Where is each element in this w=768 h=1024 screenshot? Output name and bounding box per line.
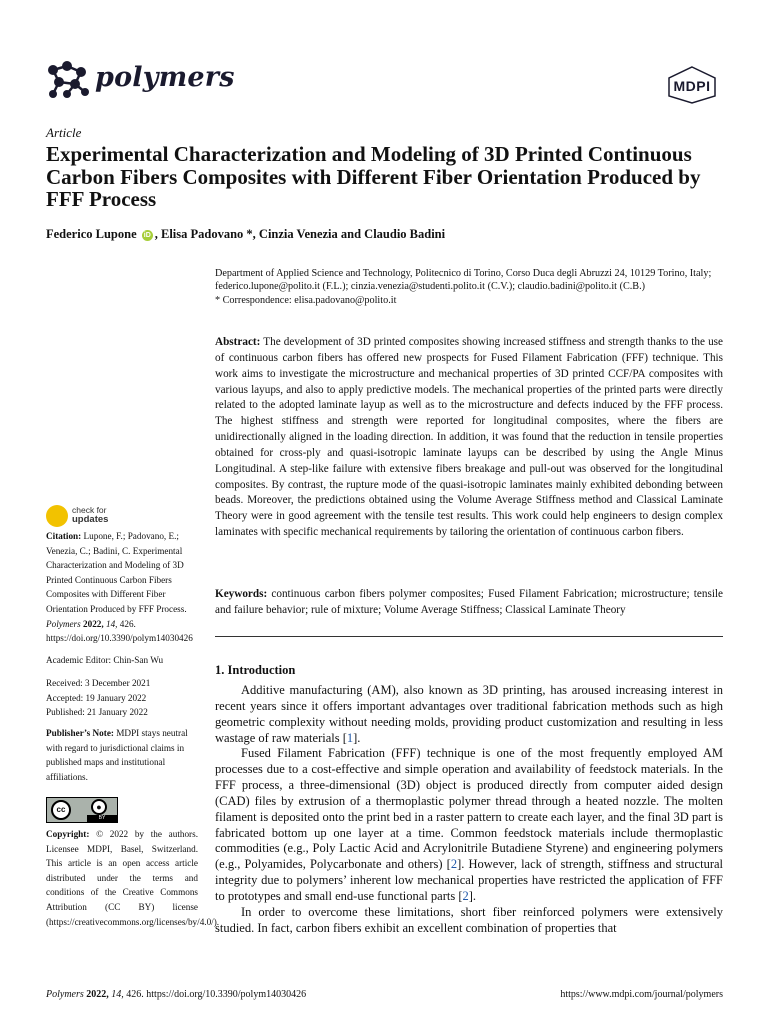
accepted-date: Accepted: 19 January 2022 — [46, 692, 147, 703]
journal-name: polymers — [95, 62, 235, 93]
correspondence: * Correspondence: elisa.padovano@polito.it — [215, 294, 397, 306]
orcid-icon[interactable]: iD — [143, 231, 151, 239]
keywords — [215, 587, 723, 619]
dates-block — [46, 676, 198, 720]
abstract — [215, 335, 723, 541]
footer-journal: Polymers — [46, 989, 84, 1000]
copyright-text: © 2022 by the authors. Licensee MDPI, Basel, Switzerland. This article is an open access article distributed under the terms and conditions of the Creative Commons Attribution (CC BY) license (https://creativecommons.org/licenses/by/4.0/). — [46, 829, 220, 927]
other-authors: , Elisa Padovano *, Cinzia Venezia and Claudio Badini — [154, 227, 446, 241]
by-label: BY — [87, 815, 117, 822]
polymers-logo-icon — [45, 60, 91, 100]
citation-volume: 14, — [105, 618, 118, 629]
paragraph-2: Fused Filament Fabrication (FFF) technique is one of the most frequently employed AM processes due to a cost-effective and simple operation and availability of feedstock materials. In the FFF process, a three-dimensional (3D) object is produced directly from computer aided design (CAD) files by extrusion of a thermoplastic polymer thread through a heated nozzle. The molten filament is deposited onto the print bed in a raster pattern to create each layer, and the final 3D part is fabricated bottom up one layer at a time. Common feedstock materials include thermoplastic commodities (e.g., Poly Lactic Acid and Acrylonitrile Butadiene Styrene) and engineering polymers (e.g., Polyamides, Polycarbonate and others) [2]. However, lack of strength, stiffness and structural integrity due to polymers’ inherent low mechanical properties have restricted the application of FFF to prototypes and small end-use functional parts [2]. — [215, 746, 724, 903]
section-heading: 1. Introduction — [215, 663, 296, 677]
cc-by-license-badge[interactable] — [46, 797, 118, 823]
journal-logo — [45, 60, 260, 104]
paragraph-3: In order to overcome these limitations, short fiber reinforced polymers were extensively studied. In fact, carbon fibers exhibit an excellent combination of properties that — [215, 904, 723, 935]
copyright-block — [46, 827, 220, 929]
published-date: Published: 21 January 2022 — [46, 707, 148, 718]
publisher-logo — [666, 66, 718, 104]
reference-link[interactable]: 2 — [450, 857, 458, 872]
citation-label: Citation: — [46, 531, 82, 541]
author-list — [46, 227, 445, 242]
section-divider — [215, 636, 723, 637]
keywords-label: Keywords: — [215, 588, 268, 600]
citation-doi[interactable]: 426. https://doi.org/10.3390/polym14030426 — [46, 618, 193, 644]
check-updates-icon — [46, 505, 68, 527]
reference-link[interactable]: 2 — [462, 888, 469, 903]
first-author: Federico Lupone — [46, 227, 137, 241]
affiliation-block — [215, 267, 725, 307]
person-icon: ● — [91, 799, 107, 815]
citation-text: Lupone, F.; Padovano, E.; Venezia, C.; Badini, C. Experimental Characterization and Modeling of 3D Printed Continuous Carbon Fibers Composites with Different Fiber Orientation Produced by FFF Process. — [46, 531, 187, 614]
paragraph-1: Additive manufacturing (AM), also known as 3D printing, has aroused increasing interest in recent years since it offers important advantages over traditional fabrication methods such as high geometric complexity without needing molds, providing product customization and resulting in less wastage of raw materials [1]. — [215, 683, 723, 745]
article-title: Experimental Characterization and Modeling of 3D Printed Continuous Carbon Fibers Composites with Different Fiber Orientation Produced by FFF Process — [46, 142, 701, 211]
reference-link[interactable]: 1 — [346, 730, 354, 745]
copyright-label: Copyright: — [46, 829, 90, 839]
abstract-text: The development of 3D printed composites showing increased stiffness and strength thanks to the use of continuous carbon fibers has offered new prospects for Fused Filament Fabrication (FFF) technique. This work aims to investigate the microstructure and mechanical properties of 3D printed CCF/PA composites with various layups, and also to apply predictive models. The mechanical properties of the printed parts were directly related to the adopted laminate layup as well as to the microstructure and defects induced by the FFF process. The highest stiffness and strength were reported for longitudinal composites, where the fibers are unidirectionally aligned in the loading direction. In addition, it was found that the reduction in tensile properties obtained for cross-ply and quasi-isotropic laminate layups can be described by using the Angle Minus Longitudinal. A step-like failure with extensive fibers breakage and pull-out was observed for the longitudinal composites. By contrast, the rupture mode of the quasi-isotropic laminates mainly exhibited debonding between beads. Moreover, the predictions obtained using the Volume Average Stiffness method and Classical Laminate Theory were in good agreement with the tensile test results. This work could help engineers to design complex laminates with specific mechanical requirements by tailoring the orientation of continuous carbon fibers. — [215, 336, 723, 539]
footer-doi[interactable]: 426. https://doi.org/10.3390/polym14030426 — [126, 989, 307, 1000]
check-for-updates-badge[interactable] — [46, 504, 156, 528]
publisher-name: MDPI — [673, 78, 711, 94]
footer-citation — [46, 989, 306, 1000]
publisher-note-label: Publisher’s Note: — [46, 728, 114, 738]
introduction-body — [215, 683, 723, 937]
check-updates-label: check for updates — [72, 505, 109, 525]
article-type: Article — [46, 125, 82, 140]
received-date: Received: 3 December 2021 — [46, 678, 151, 688]
footer-volume: 14, — [111, 989, 124, 1000]
citation-journal: Polymers — [46, 618, 81, 629]
cc-icon: cc — [51, 800, 71, 820]
affiliation: Department of Applied Science and Technology, Politecnico di Torino, Corso Duca degli Abruzzi 24, 10129 Torino, Italy; federico.lupone@polito.it (F.L.); cinzia.venezia@studenti.polito.it (C.V.); claudio.badini@polito.it (C.B.) — [215, 268, 712, 293]
citation-year: 2022, — [83, 618, 104, 629]
keywords-text: continuous carbon fibers polymer composites; Fused Filament Fabrication; microstructure; tensile and failure behavior; rule of mixture; Volume Average Stiffness; Classical Laminate Theory — [215, 588, 723, 616]
abstract-label: Abstract: — [215, 336, 261, 348]
citation-block — [46, 529, 198, 646]
publisher-note-text: MDPI stays neutral with regard to jurisdictional claims in published maps and institutional affiliations. — [46, 728, 188, 782]
footer-journal-url[interactable]: https://www.mdpi.com/journal/polymers — [560, 989, 723, 1000]
footer-year: 2022, — [86, 989, 109, 1000]
academic-editor: Academic Editor: Chin-San Wu — [46, 655, 164, 665]
publisher-note — [46, 726, 198, 784]
